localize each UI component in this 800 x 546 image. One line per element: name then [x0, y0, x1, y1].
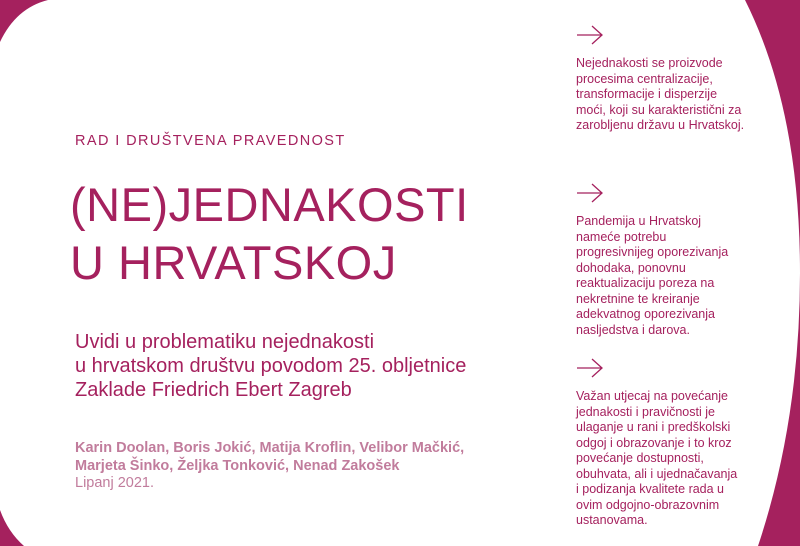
top-left-corner-shape — [0, 0, 48, 42]
arrow-right-icon — [576, 357, 604, 379]
subtitle-line: u hrvatskom društvu povodom 25. obljetnice — [75, 355, 467, 377]
arrow-right-icon — [576, 24, 604, 46]
author-line: Karin Doolan, Boris Jokić, Matija Kroflin, Velibor Mačkić, — [75, 440, 465, 456]
page-title — [70, 176, 469, 292]
note-line: Pandemija u Hrvatskoj — [576, 214, 702, 228]
note-line: jednakosti i pravičnosti je — [576, 404, 715, 419]
note-line: odgoj i obrazovanje i to kroz — [576, 435, 732, 450]
note-line: ustanovama. — [576, 513, 648, 527]
title-line: U HRVATSKOJ — [70, 236, 397, 289]
note-line: moći, koji su karakteristični za — [576, 102, 742, 117]
note-line: Važan utjecaj na povećanje — [576, 389, 728, 403]
subtitle — [75, 330, 466, 402]
note-line: povećanje dostupnosti, — [576, 451, 704, 465]
note-line: nekretnine te kreiranje — [576, 291, 700, 306]
note-line: nasljedstva i darova. — [576, 322, 690, 337]
note-line: i podizanja kvalitete rada u — [576, 482, 725, 496]
note-line: zarobljenu državu u Hrvatskoj. — [576, 118, 745, 132]
note-line: obuhvata, ali i ujednačavanja — [576, 466, 738, 481]
arrow-right-icon — [576, 182, 604, 204]
note-line: nameće potrebu — [576, 229, 667, 244]
note-line: reaktualizaciju poreza na — [576, 276, 715, 290]
title-line: (NE)JEDNAKOSTI — [70, 178, 469, 231]
note-line: Nejednakosti se proizvode — [576, 56, 723, 70]
series-label: RAD I DRUŠTVENA PRAVEDNOST — [75, 133, 346, 149]
note-line: ovim odgojno-obrazovnim — [576, 497, 720, 512]
subtitle-line: Uvidi u problematiku nejednakosti — [75, 331, 375, 353]
key-point-3 — [576, 357, 776, 529]
author-line: Marjeta Šinko, Željka Tonković, Nenad Zakošek — [75, 458, 400, 474]
note-line: ulaganje u rani i predškolski — [576, 420, 731, 434]
key-point-1 — [576, 24, 776, 134]
note-line: procesima centralizacije, — [576, 71, 713, 86]
author-list — [75, 439, 464, 475]
note-line: adekvatnog oporezivanja — [576, 307, 715, 321]
note-line: dohodaka, ponovnu — [576, 260, 686, 275]
key-point-2 — [576, 182, 776, 338]
subtitle-line: Zaklade Friedrich Ebert Zagreb — [75, 379, 352, 401]
note-line: transformacije i disperzije — [576, 87, 718, 101]
note-line: progresivnijeg oporezivanja — [576, 245, 729, 259]
bottom-left-corner-shape — [0, 510, 24, 546]
publication-date: Lipanj 2021. — [75, 475, 155, 491]
